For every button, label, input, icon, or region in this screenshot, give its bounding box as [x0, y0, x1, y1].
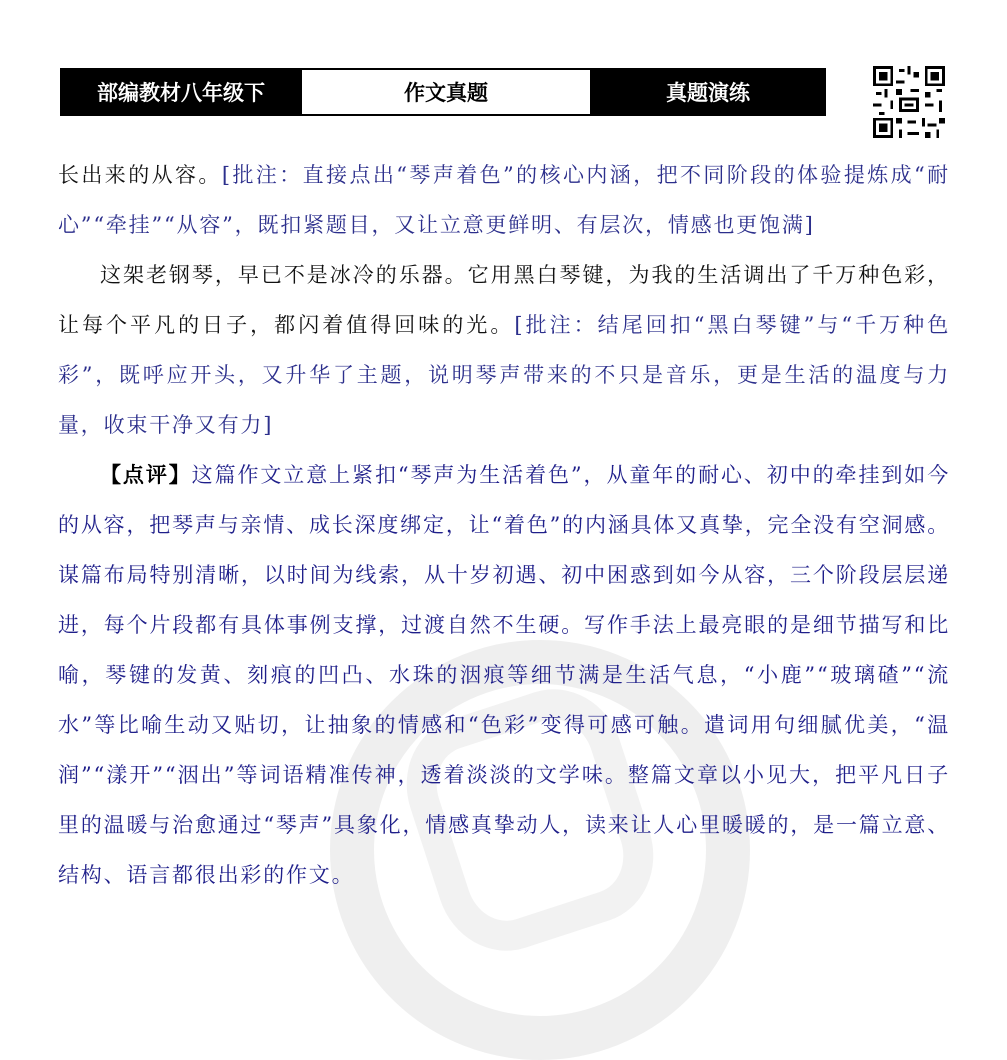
paragraph-1-text: 长出来的从容。 — [58, 163, 222, 187]
annotation-1: [批注：直接点出“琴声着色”的核心内涵，把不同阶段的体验提炼成“耐心”“牵挂”“从容”，既扣紧题目，又让立意更鲜明、有层次，情感也更饱满] — [58, 163, 950, 237]
paragraph-2-text: 这架老钢琴，早已不是冰冷的乐器。它用黑白琴键，为我的生活调出了千万种色彩，让每个平凡的日子，都闪着值得回味的光。 — [58, 263, 950, 337]
header-grade-label: 部编教材八年级下 — [62, 70, 300, 114]
annotation-2: [批注：结尾回扣“黑白琴键”与“千万种色彩”，既呼应开头，又升华了主题，说明琴声带来的不只是音乐，更是生活的温度与力量，收束干净又有力] — [58, 313, 951, 437]
article-body — [58, 150, 950, 900]
header-section-title: 作文真题 — [300, 70, 592, 114]
review-text: 这篇作文立意上紧扣“琴声为生活着色”，从童年的耐心、初中的牵挂到如今的从容，把琴声与亲情、成长深度绑定，让“着色”的内涵具体又真挚，完全没有空洞感。谋篇布局特别清晰，以时间为线索，从十岁初遇、初中困惑到如今从容，三个阶段层层递进，每个片段都有具体事例支撑，过渡自然不生硬。写作手法上最亮眼的是细节描写和比喻，琴键的发黄、刻痕的凹凸、水珠的洇痕等细节满是生活气息，“小鹿”“玻璃碴”“流水”等比喻生动又贴切，让抽象的情感和“色彩”变得可感可触。遣词用句细腻优美，“温润”“漾开”“洇出”等词语精准传神，透着淡淡的文学味。整篇文章以小见大，把平凡日子里的温暖与治愈通过“琴声”具象化，情感真挚动人，读来让人心里暖暖的，是一篇立意、结构、语言都很出彩的作文。 — [58, 463, 951, 887]
paragraph-1 — [58, 150, 950, 250]
header-practice-label: 真题演练 — [592, 70, 824, 114]
paragraph-2 — [58, 250, 950, 450]
header-bar — [60, 68, 826, 116]
review-tag: 【点评】 — [100, 463, 192, 487]
review-paragraph — [58, 450, 950, 900]
qr-code-icon — [873, 66, 945, 138]
